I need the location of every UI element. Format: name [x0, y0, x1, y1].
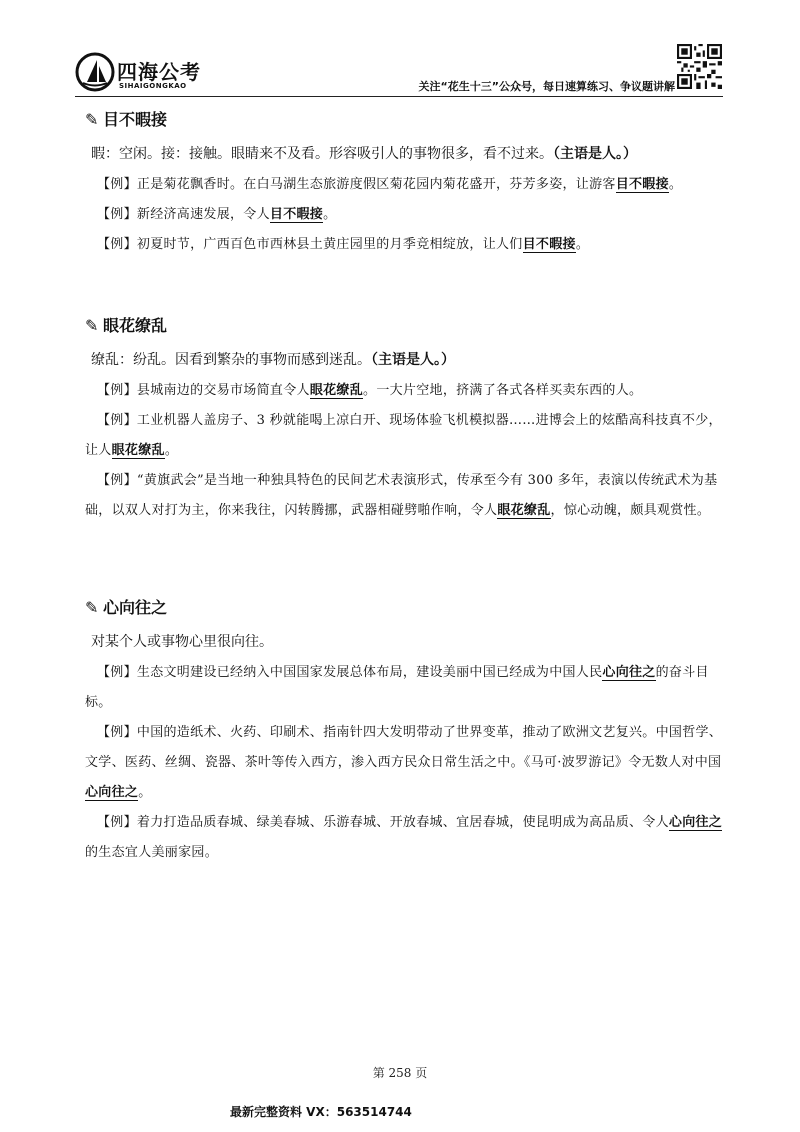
- example-sentence: [85, 466, 725, 526]
- example-sentence: [85, 230, 725, 260]
- main-content: [85, 108, 725, 868]
- pencil-icon: ✎: [85, 110, 99, 129]
- highlighted-idiom: 眼花缭乱: [111, 443, 165, 458]
- highlighted-idiom: 目不暇接: [522, 237, 576, 252]
- idiom-title-text: 眼花缭乱: [103, 316, 168, 335]
- idiom-section: [85, 108, 725, 314]
- example-text: 。: [575, 237, 590, 252]
- idiom-definition: [91, 144, 725, 164]
- idiom-title-text: 心向往之: [103, 598, 168, 617]
- page-number: 第 258 页: [372, 1066, 428, 1080]
- example-text: 。一大片空地，挤满了各式各样买卖东西的人。: [363, 383, 643, 398]
- idiom-definition: [91, 350, 725, 370]
- pencil-icon: ✎: [85, 316, 99, 335]
- highlighted-idiom: 心向往之: [85, 785, 139, 800]
- example-text: 【例】“黄旗武会”是当地一种独具特色的民间艺术表演形式，传承至今有 300 多年，表演以传统武术为基础，以双人对打为主，你来我往，闪转腾挪，武器相碰劈啪作响，令人: [85, 473, 718, 518]
- example-text: 【例】新经济高速发展，令人: [97, 207, 270, 222]
- contact-footer: 最新完整资料 VX：563514744: [230, 1105, 412, 1119]
- header-tagline: 关注“花生十三”公众号，每日速算练习、争议题讲解: [418, 80, 675, 93]
- idiom-section: [85, 596, 725, 868]
- logo: [75, 52, 235, 96]
- idiom-title: [85, 314, 725, 338]
- highlighted-idiom: 目不暇接: [269, 207, 324, 222]
- idiom-title: [85, 596, 725, 620]
- highlighted-idiom: 目不暇接: [615, 177, 669, 192]
- example-text: 【例】初夏时节，广西百色市西林县土黄庄园里的月季竞相绽放，让人们: [97, 237, 523, 252]
- example-text: 【例】中国的造纸术、火药、印刷术、指南针四大发明带动了世界变革，推动了欧洲文艺复兴。中国哲学、文学、医药、丝绸、瓷器、茶叶等传入西方，渗入西方民众日常生活之中。《马可·波罗游记》令无数人对中国: [85, 725, 723, 770]
- page-header: [0, 0, 800, 100]
- idiom-title-text: 目不暇接: [103, 110, 168, 129]
- definition-text: 暇：空闲。接：接触。眼睛来不及看。形容吸引人的事物很多，看不过来。: [91, 146, 553, 162]
- example-sentence: [85, 170, 725, 200]
- idiom-section: [85, 314, 725, 596]
- header-divider: [75, 96, 723, 97]
- example-text: ，惊心动魄，颇具观赏性。: [550, 503, 711, 518]
- example-text: 【例】生态文明建设已经纳入中国国家发展总体布局，建设美丽中国已经成为中国人民: [97, 665, 603, 680]
- highlighted-idiom: 心向往之: [668, 815, 723, 830]
- definition-text: 缭乱：纷乱。因看到繁杂的事物而感到迷乱。: [91, 352, 371, 368]
- idiom-title: [85, 108, 725, 132]
- qr-code-icon: [677, 44, 722, 89]
- example-text: 。: [323, 207, 337, 222]
- idiom-definition: [91, 632, 725, 652]
- example-text: 。: [668, 177, 683, 192]
- example-text: 。: [164, 443, 179, 458]
- highlighted-idiom: 眼花缭乱: [497, 503, 551, 518]
- logo-chinese-name: 四海公考: [117, 60, 201, 84]
- pencil-icon: ✎: [85, 598, 99, 617]
- sail-logo-icon: [75, 52, 115, 92]
- example-sentence: [85, 808, 725, 868]
- example-sentence: [85, 200, 725, 230]
- example-text: 。: [138, 785, 152, 800]
- subject-note: （主语是人。）: [371, 352, 455, 368]
- example-text: 【例】着力打造品质春城、绿美春城、乐游春城、开放春城、宜居春城，使昆明成为高品质、令人: [97, 815, 669, 830]
- example-sentence: [85, 658, 725, 718]
- example-text: 的生态宜人美丽家园。: [85, 845, 219, 860]
- example-text: 【例】工业机器人盖房子、3 秒就能喝上凉白开、现场体验飞机模拟器……进博会上的炫酷高科技真不少，让人: [85, 413, 722, 458]
- example-sentence: [85, 376, 725, 406]
- logo-english-name: SIHAIGONGKAO: [119, 82, 187, 90]
- highlighted-idiom: 心向往之: [602, 665, 656, 680]
- subject-note: （主语是人。）: [553, 146, 637, 162]
- example-text: 【例】县城南边的交易市场简直令人: [97, 383, 310, 398]
- example-sentence: [85, 718, 725, 808]
- example-text: 【例】正是菊花飘香时。在白马湖生态旅游度假区菊花园内菊花盛开，芬芳多姿，让游客: [97, 177, 616, 192]
- example-sentence: [85, 406, 725, 466]
- definition-text: 对某个人或事物心里很向往。: [91, 634, 273, 650]
- example-text: 的奋斗目标。: [85, 665, 709, 710]
- highlighted-idiom: 眼花缭乱: [309, 383, 364, 398]
